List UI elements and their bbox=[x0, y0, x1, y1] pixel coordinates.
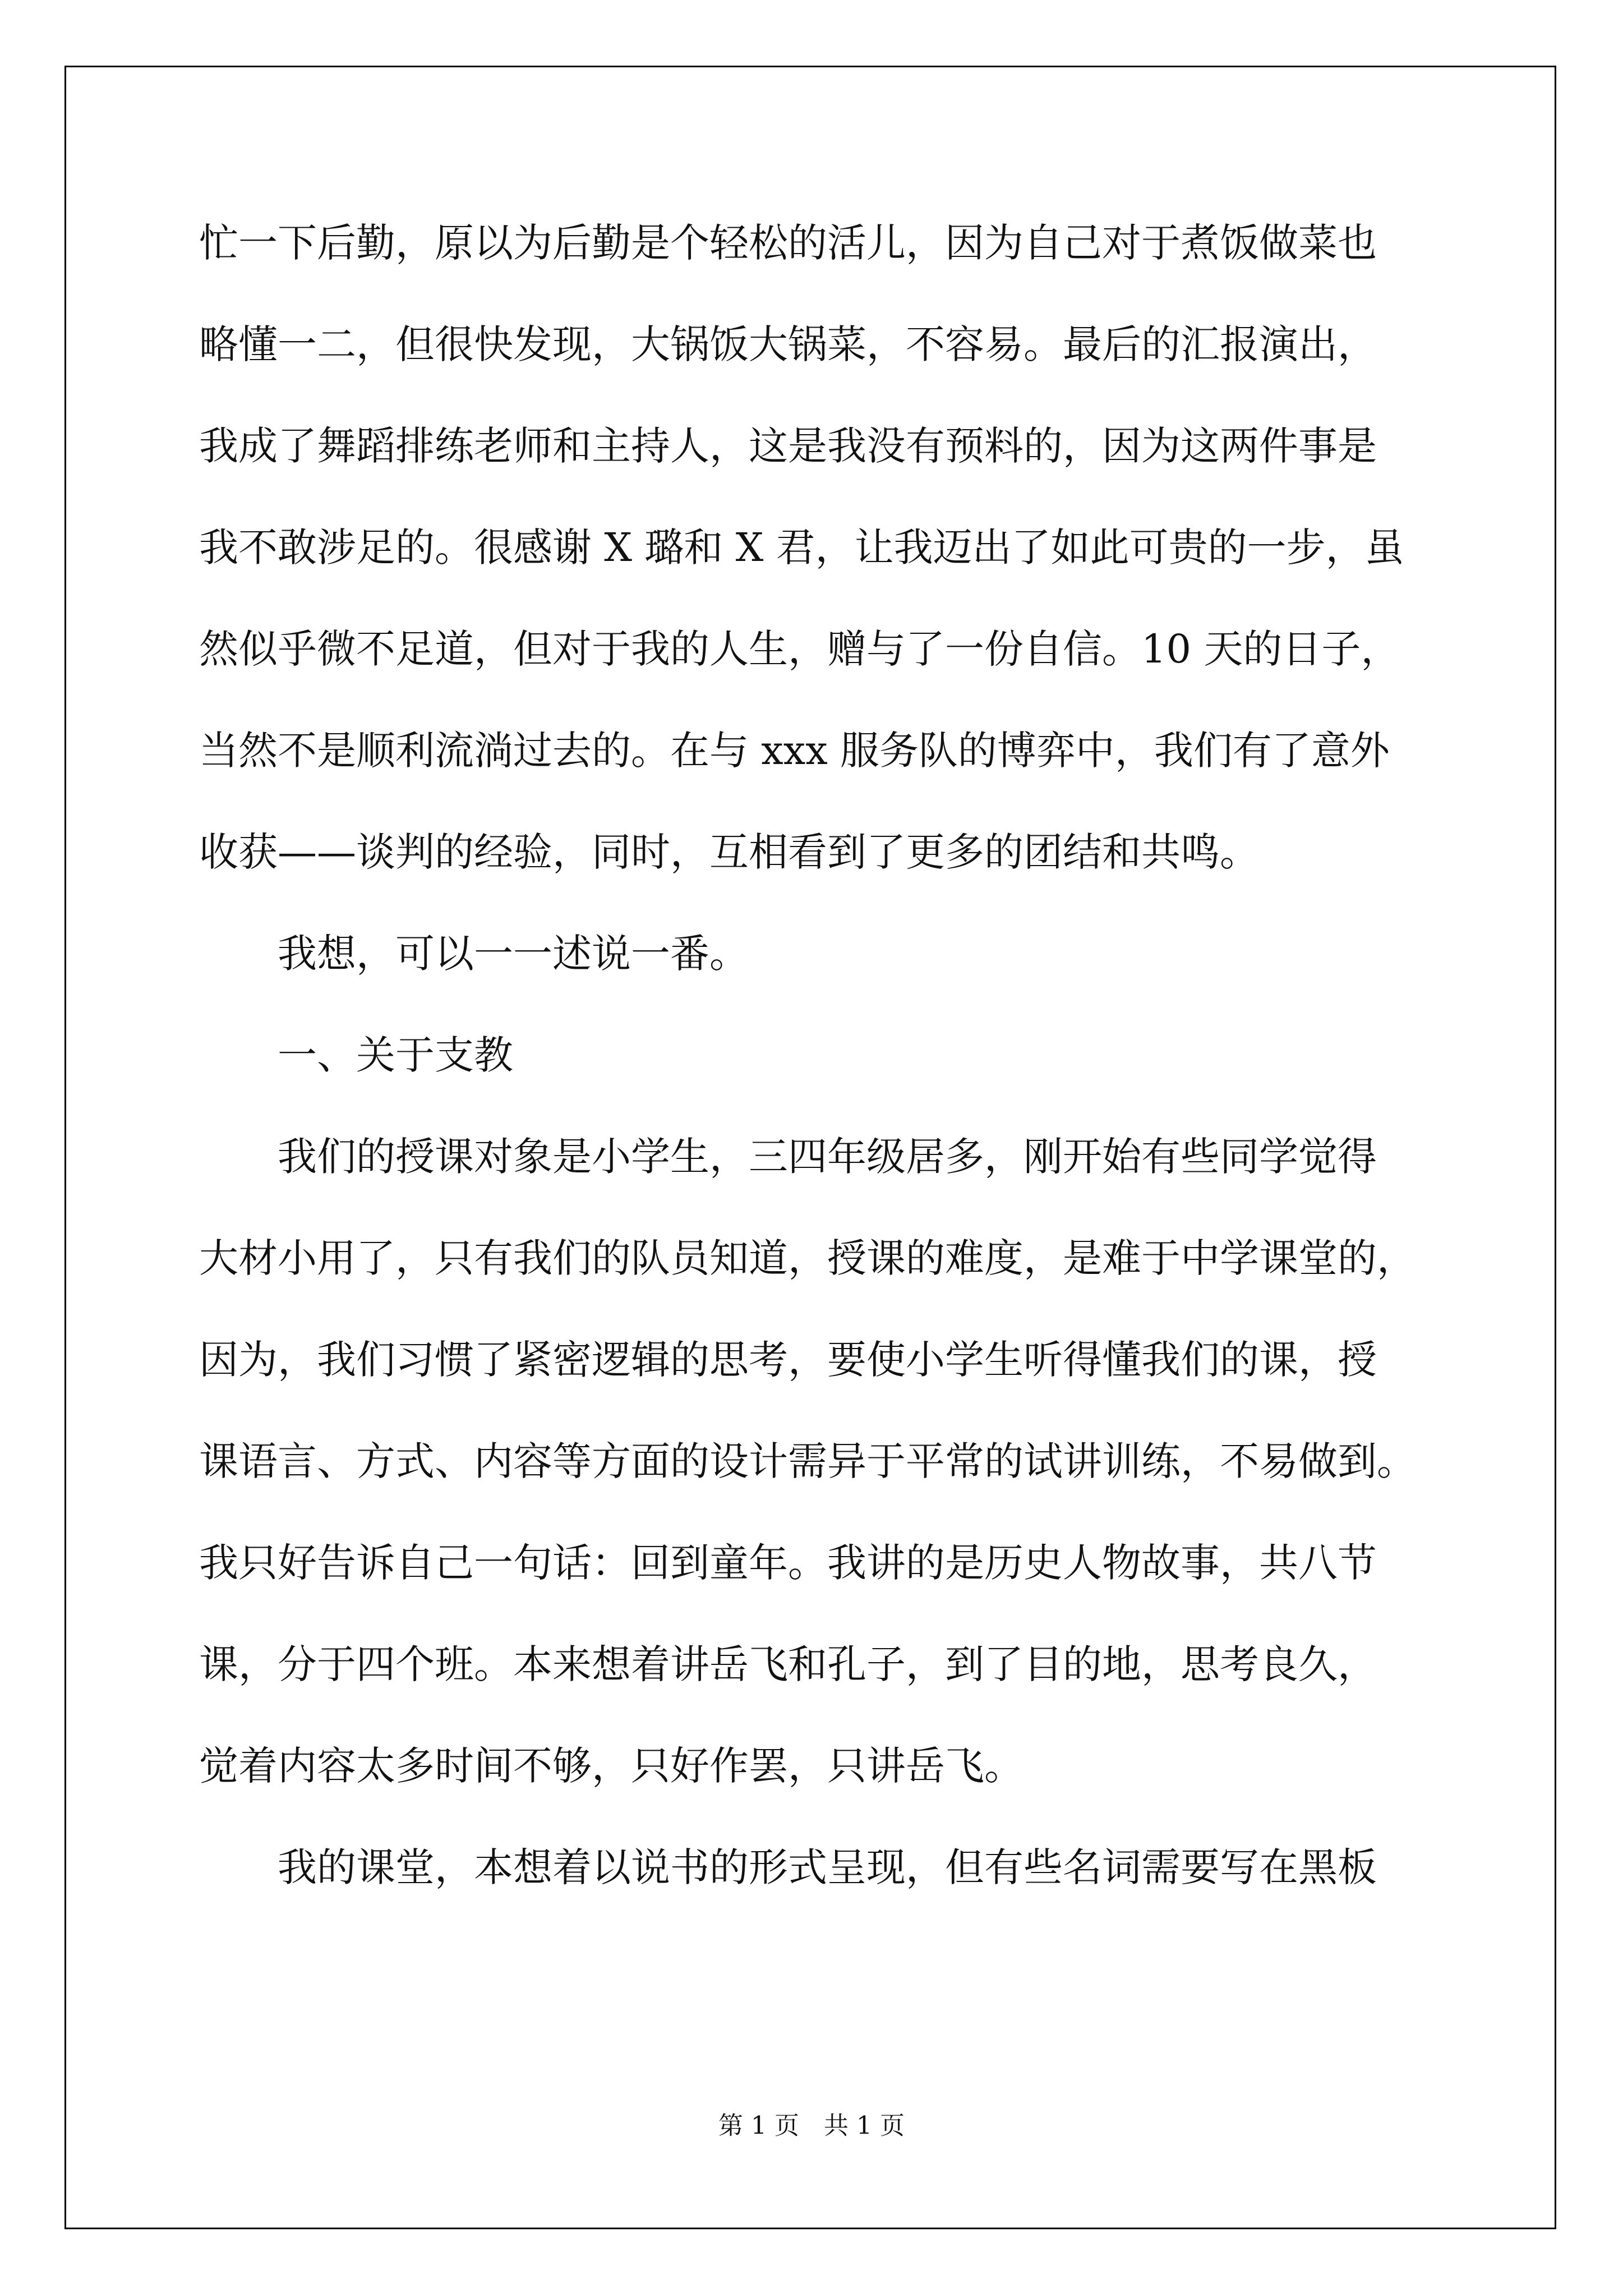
text-line: 然似乎微不足道，但对于我的人生，赠与了一份自信。10 天的日子， bbox=[199, 626, 1400, 672]
text-line: 我的课堂，本想着以说书的形式呈现，但有些名词需要写在黑板 bbox=[199, 1844, 1377, 1890]
page-number: 第 1 页 共 1 页 bbox=[718, 2111, 905, 2140]
text-line: 课，分于四个班。本来想着讲岳飞和孔子，到了目的地，思考良久， bbox=[199, 1641, 1377, 1687]
text-line: 我只好告诉自己一句话：回到童年。我讲的是历史人物故事，共八节 bbox=[199, 1540, 1377, 1586]
text-line: 我不敢涉足的。很感谢 X 璐和 X 君，让我迈出了如此可贵的一步，虽 bbox=[199, 524, 1404, 570]
text-line: 课语言、方式、内容等方面的设计需异于平常的试讲训练，不易做到。 bbox=[199, 1438, 1416, 1484]
text-line: 觉着内容太多时间不够，只好作罢，只讲岳飞。 bbox=[199, 1743, 1023, 1789]
text-line: 当然不是顺利流淌过去的。在与 xxx 服务队的博弈中，我们有了意外 bbox=[199, 728, 1390, 774]
text-line: 我们的授课对象是小学生，三四年级居多，刚开始有些同学觉得 bbox=[199, 1134, 1377, 1180]
text-line: 我成了舞蹈排练老师和主持人，这是我没有预料的，因为这两件事是 bbox=[199, 423, 1377, 469]
text-line: 忙一下后勤，原以为后勤是个轻松的活儿，因为自己对于煮饭做菜也 bbox=[199, 220, 1377, 266]
text-line: 我想，可以一一述说一番。 bbox=[199, 931, 749, 977]
text-line: 大材小用了，只有我们的队员知道，授课的难度，是难于中学课堂的， bbox=[199, 1235, 1416, 1281]
text-line: 因为，我们习惯了紧密逻辑的思考，要使小学生听得懂我们的课，授 bbox=[199, 1337, 1377, 1383]
text-line: 略懂一二，但很快发现，大锅饭大锅菜，不容易。最后的汇报演出， bbox=[199, 321, 1377, 367]
text-line: 收获——谈判的经验，同时，互相看到了更多的团结和共鸣。 bbox=[199, 829, 1259, 875]
section-heading: 一、关于支教 bbox=[199, 1032, 513, 1078]
